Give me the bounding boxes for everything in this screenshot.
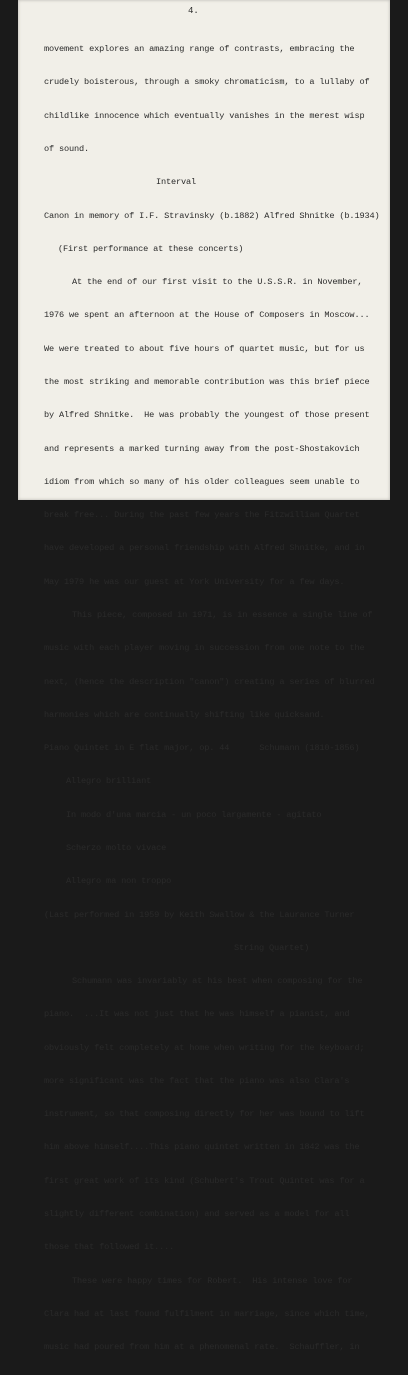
text-line: Schumann was invariably at his best when composing for the <box>72 976 363 987</box>
piece-title: Canon in memory of I.F. Stravinsky (b.1882) Alfred Shnitke (b.1934) <box>44 210 380 221</box>
text-line: music with each player moving in succession from one note to the <box>44 643 365 654</box>
text-line: break free... During the past few years the Fitzwilliam Quartet <box>44 510 360 521</box>
text-line: music had poured from him at a phenomenal rate. Schauffler, in <box>44 1342 360 1353</box>
text-line: instrument, so that composing directly for her was bound to lift <box>44 1109 365 1120</box>
text-line: piano. ...It was not just that he was himself a pianist, and <box>44 1009 350 1020</box>
text-line: first great work of its kind (Schubert's Trout Quintet was for a <box>44 1175 365 1186</box>
piece-note: (Last performed in 1959 by Keith Swallow & the Laurance Turner <box>44 909 355 920</box>
text-line: This piece, composed in 1971, is in essence a single line of <box>72 609 373 620</box>
piece-note: (First performance at these concerts) <box>58 243 244 254</box>
text-line: childlike innocence which eventually vanishes in the merest wisp <box>44 110 365 121</box>
movement-item: In modo d'una marcia - un poco largamente - agitato <box>66 809 322 820</box>
text-line: the most striking and memorable contribution was this brief piece <box>44 377 370 387</box>
text-line: obviously felt completely at home when writing for the keyboard; <box>44 1042 365 1053</box>
text-line: those that followed it.... <box>44 1242 175 1253</box>
heading-interval: Interval <box>156 177 197 188</box>
movement-item: Scherzo molto vivace <box>66 842 167 853</box>
text-line: 1976 we spent an afternoon at the House of Composers in Moscow... <box>44 310 370 321</box>
text-line: idiom from which so many of his older colleagues seem unable to <box>44 476 360 487</box>
page-number: 4. <box>188 6 199 16</box>
text-line: more significant was the fact that the piano was also Clara's <box>44 1075 350 1086</box>
text-line: slightly different combination) and served as a model for all <box>44 1209 350 1220</box>
text-line: movement explores an amazing range of contrasts, embracing the <box>44 44 355 55</box>
text-line: have developed a personal friendship with Alfred Shnitke, and in <box>44 543 365 554</box>
text-line: harmonies which are continually shifting like quicksand. <box>44 709 325 720</box>
text-line: These were happy times for Robert. His intense love for <box>72 1275 353 1286</box>
text-line: May 1979 he was our guest at York University for a few days. <box>44 576 345 587</box>
movement-item: Allegro brilliant <box>66 776 152 787</box>
text-line: of sound. <box>44 144 90 155</box>
body-text <box>44 22 384 1375</box>
text-line: crudely boisterous, through a smoky chromaticism, to a lullaby of <box>44 77 370 88</box>
text-line: We were treated to about five hours of quartet music, but for us <box>44 343 365 354</box>
text-line: next, (hence the description "canon") creating a series of blurred <box>44 676 375 687</box>
text-line: Clara had at last found fulfilment in marriage, since which time, <box>44 1308 370 1319</box>
piece-title: Piano Quintet in E flat major, op. 44 Schumann (1810-1856) <box>44 743 360 754</box>
text-line: him above himself....This piano quintet written in 1842 was the <box>44 1142 360 1153</box>
piece-note: String Quartet) <box>234 942 310 953</box>
text-line: by Alfred Shnitke. He was probably the youngest of those present <box>44 410 370 421</box>
text-line: and represents a marked turning away from the post-Shostakovich <box>44 443 360 454</box>
movement-item: Allegro ma non troppo <box>66 876 172 887</box>
document-page <box>18 0 390 1353</box>
text-line: At the end of our first visit to the U.S.S.R. in November, <box>72 277 363 288</box>
